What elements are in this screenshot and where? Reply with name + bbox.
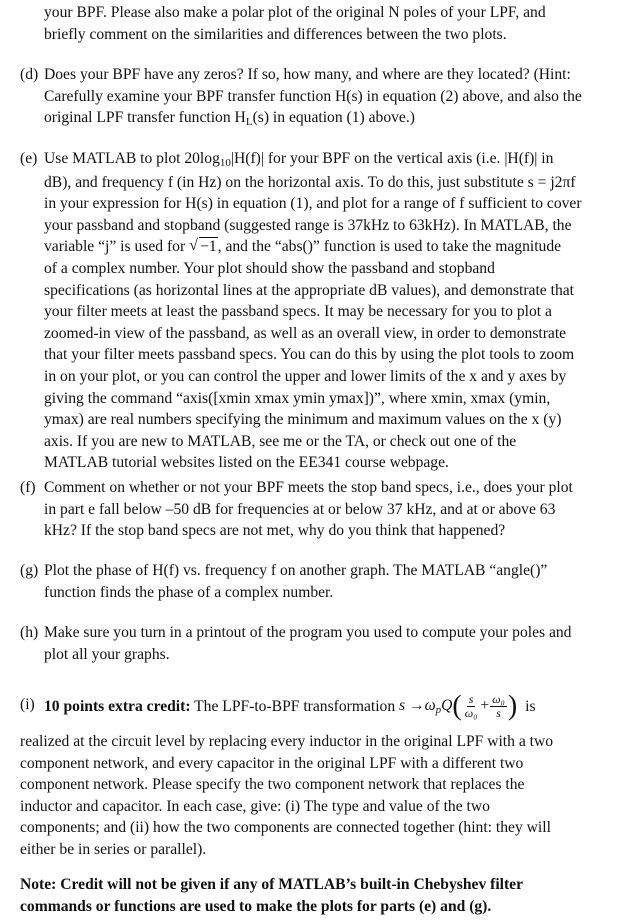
question-h: [20, 622, 632, 665]
question-d-line-1: Does your BPF have any zeros? If so, how many, and where are they located? (Hint:: [44, 66, 571, 83]
question-i-line-7: either be in series or parallel).: [20, 840, 207, 858]
question-f-label: (f): [20, 479, 36, 496]
question-d-line-2: Carefully examine your BPF transfer function H(s) in equation (2) above, and also the: [44, 87, 582, 105]
question-e-label: (e): [20, 150, 38, 167]
question-g-line-1: Plot the phase of H(f) vs. frequency f on another graph. The MATLAB “angle()”: [44, 562, 548, 579]
question-e-line-12: giving the command “axis([xmin xmax ymin ymax])”, where xmin, xmax (ymin,: [44, 389, 551, 407]
question-e-line-2: dB), and frequency f (in Hz) on the horizontal axis. To do this, just substitute s = j2πf: [44, 173, 576, 191]
extra-credit-lead: 10 points extra credit:: [44, 697, 191, 715]
question-f-line-1: Comment on whether or not your BPF meets the stop band specs, i.e., does your plot: [44, 479, 573, 496]
question-e-line-9: zoomed-in view of the passband, as well as an overall view, in order to demonstrate: [44, 324, 567, 342]
credit-note-line-1: Note: Credit will not be given if any of MATLAB’s built-in Chebyshev filter: [20, 876, 524, 893]
fraction-omega0-over-s: $\frac{\text{ω₀}}{s}$: [492, 692, 505, 720]
question-e-line-11: in on your plot, or you can control the upper and lower limits of the x and y axes by: [44, 367, 567, 385]
question-e-line-7: specifications (as horizontal lines at the appropriate dB values), and demonstrate that: [44, 281, 575, 299]
question-f: [20, 477, 632, 542]
question-h-line-2: plot all your graphs.: [44, 645, 170, 663]
fraction-s-over-omega0: $\frac{s}{\text{ω₀}}$: [464, 692, 478, 720]
question-e-line-8: your filter meets at least the passband specs. It may be necessary for you to plot a: [44, 303, 552, 321]
question-e-line-14: axis. If you are new to MATLAB, see me or the TA, or check out one of the: [44, 432, 517, 450]
question-d-label: (d): [20, 66, 39, 83]
credit-note: [20, 874, 632, 917]
question-g-label: (g): [20, 562, 39, 579]
question-f-line-2: in part e fall below –50 dB for frequencies at or below 37 kHz, and at or above 63: [44, 500, 556, 518]
question-h-label: (h): [20, 624, 39, 641]
question-e-line-13: ymax) are real numbers specifying the minimum and maximum values on the x (y): [44, 411, 562, 429]
question-i-line-1: 10 points extra credit: The LPF-to-BPF transformation s →ωpQ( $\frac{s}{\text{ω₀}}$ + $\frac{\text{ω₀}}{s}$ ) is: [44, 690, 536, 722]
question-e-text: [44, 148, 632, 474]
sqrt-minus-one: √ −1: [189, 237, 217, 256]
question-i-continuation: [20, 731, 632, 861]
question-i-line-5: inductor and capacitor. In each case, give: (i) The type and value of the two: [20, 797, 490, 815]
question-e-line-15: MATLAB tutorial websites listed on the EE341 course webpage.: [44, 454, 449, 472]
intro-paragraph: [44, 2, 632, 45]
question-h-line-1: Make sure you turn in a printout of the program you used to compute your poles and: [44, 624, 572, 641]
question-e: [20, 148, 632, 474]
lpf-to-bpf-formula: s →ωpQ( $\frac{s}{\text{ω₀}}$ + $\frac{\text{ω₀}}{s}$ ): [399, 690, 518, 722]
question-i-line-6: components; and (ii) how the two components are connected together (hint: they will: [20, 819, 551, 837]
question-g-line-2: function finds the phase of a complex number.: [44, 583, 334, 601]
question-e-line-10: that your filter meets passband specs. You can do this by using the plot tools to zoom: [44, 346, 575, 364]
question-i-label: (i): [20, 696, 35, 713]
question-h-text: [44, 622, 632, 665]
question-d: [20, 64, 632, 131]
question-i: [20, 688, 632, 725]
question-e-line-3: in your expression for H(s) in equation (1), and plot for a range of f sufficient to cover: [44, 195, 582, 213]
intro-line-1: your BPF. Please also make a polar plot of the original N poles of your LPF, and: [44, 4, 546, 21]
question-e-line-5: variable “j” is used for √ −1, and the “abs()” function is used to take the magnitude: [44, 236, 632, 258]
question-d-text: [44, 64, 632, 131]
question-g-text: [44, 560, 632, 603]
question-d-line-3: original LPF transfer function HL(s) in equation (1) above.): [44, 109, 415, 129]
question-i-text: [44, 688, 632, 725]
question-e-line-4: your passband and stopband (suggested range is 37kHz to 63kHz). In MATLAB, the: [44, 216, 572, 234]
question-i-line-4: component network. Please specify the two component network that replaces the: [20, 776, 525, 794]
credit-note-line-2: commands or functions are used to make the plots for parts (e) and (g).: [20, 897, 492, 915]
question-i-line-3: component network, and every capacitor in the original LPF with a different two: [20, 754, 524, 772]
question-f-text: [44, 477, 632, 542]
question-f-line-3: kHz? If the stop band specs are not met, why do you think that happened?: [44, 522, 506, 540]
intro-line-2: briefly comment on the similarities and differences between the two plots.: [44, 25, 507, 43]
question-i-line-2: realized at the circuit level by replacing every inductor in the original LPF with a two: [20, 733, 554, 750]
question-g: [20, 560, 632, 603]
question-e-line-6: of a complex number. Your plot should show the passband and stopband: [44, 259, 495, 277]
question-e-line-1: Use MATLAB to plot 20log10|H(f)| for your BPF on the vertical axis (i.e. |H(f)| in: [44, 150, 554, 169]
